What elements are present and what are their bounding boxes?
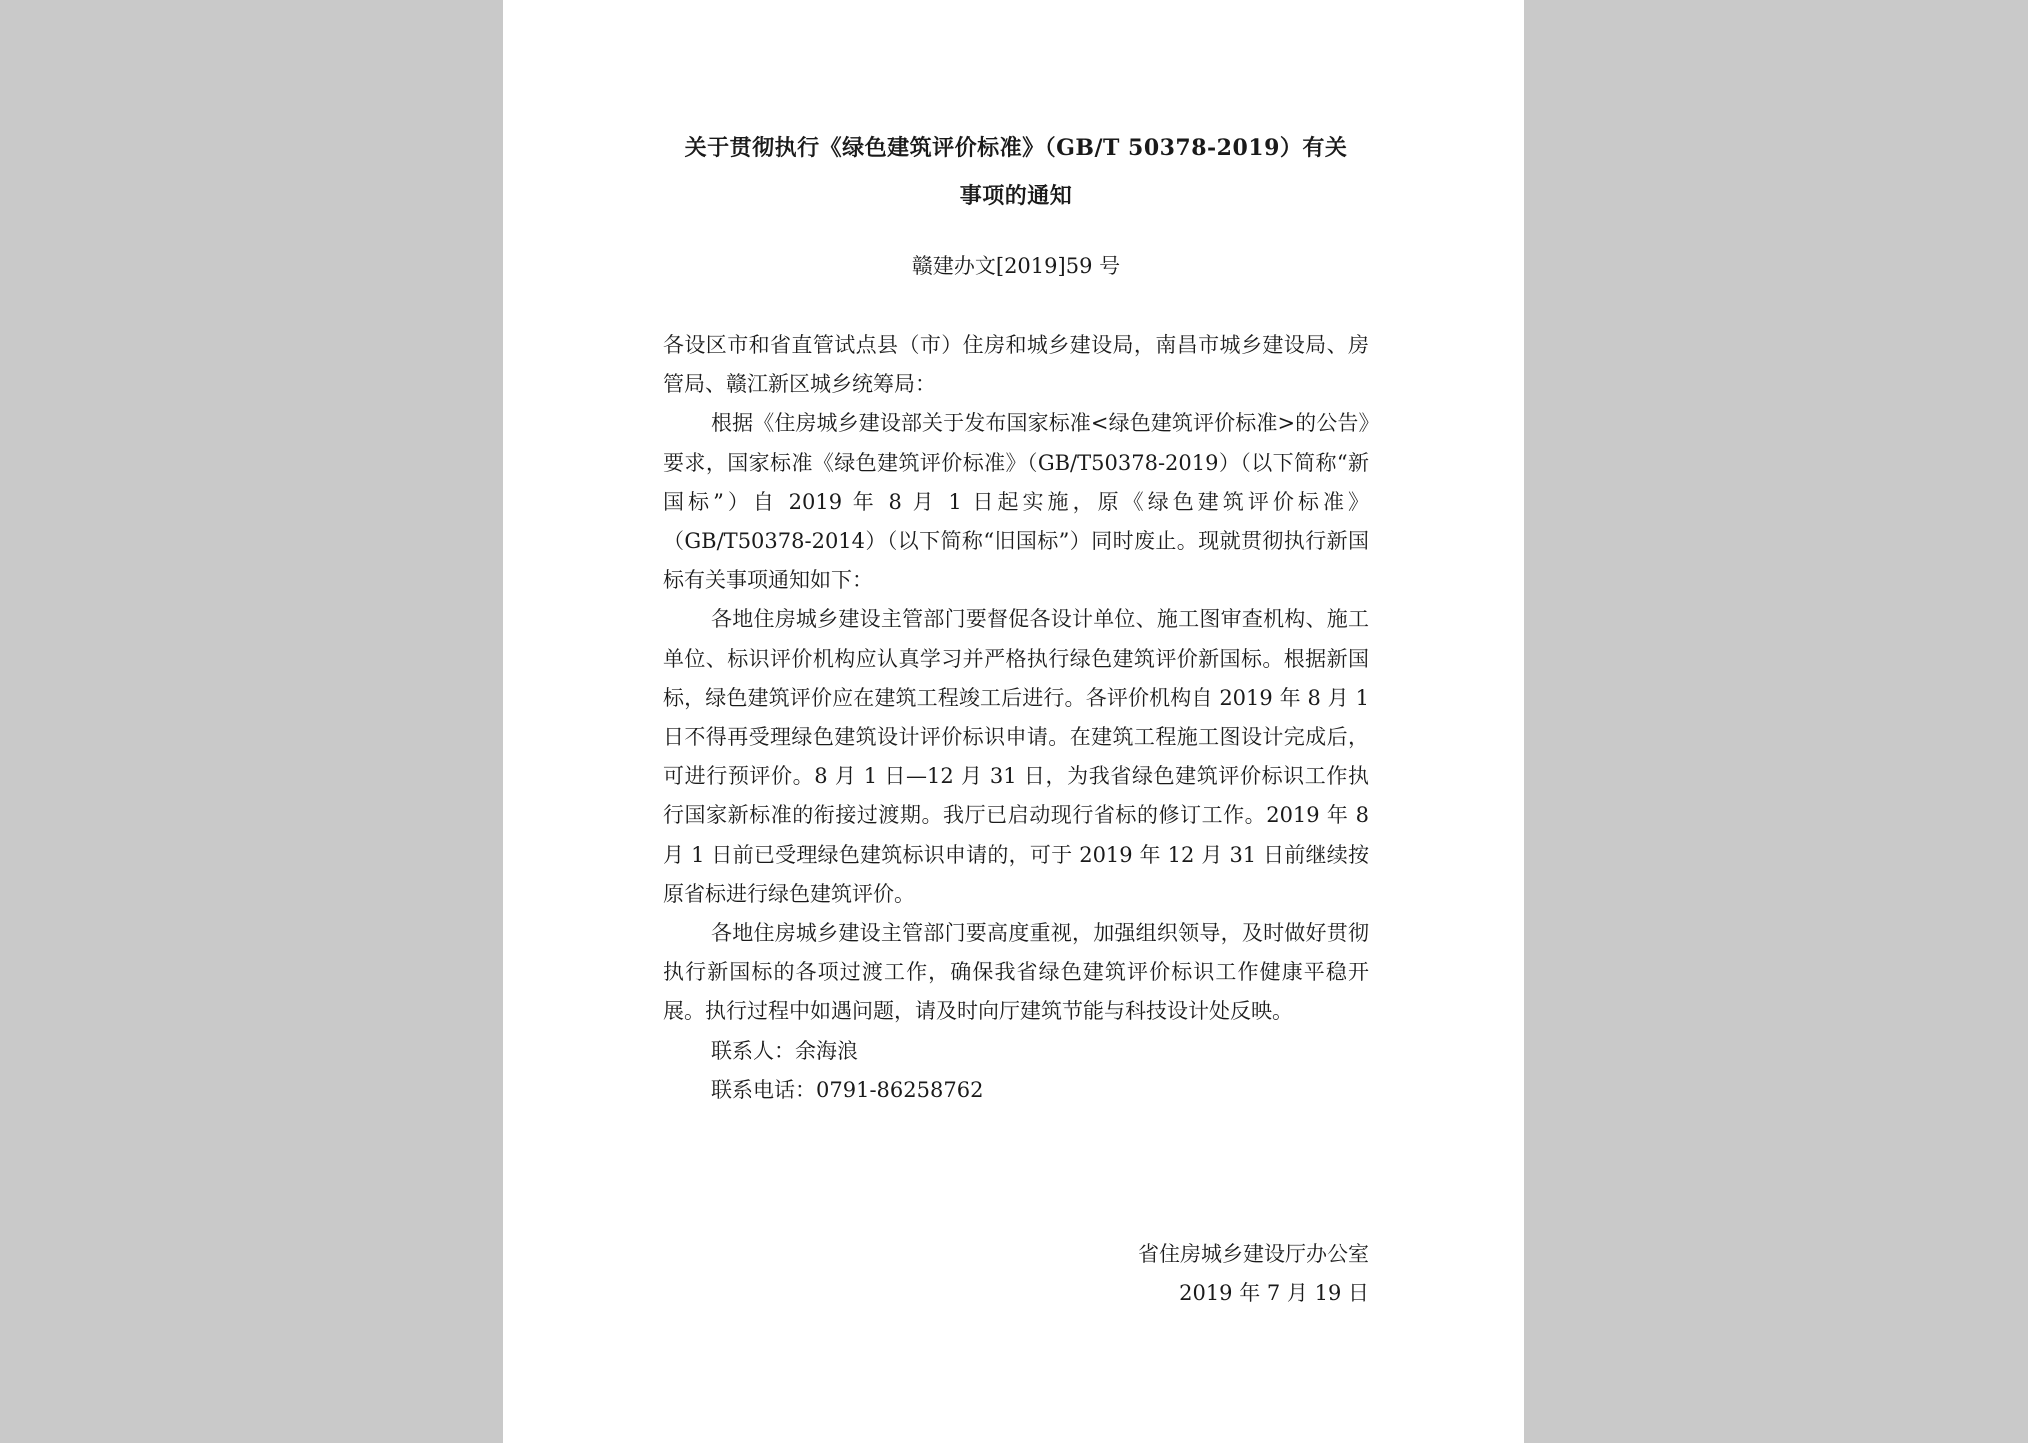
document-page xyxy=(503,0,1524,1443)
paragraph-2: 各地住房城乡建设主管部门要督促各设计单位、施工图审查机构、施工单位、标识评价机构应认真学习并严格执行绿色建筑评价新国标。根据新国标，绿色建筑评价应在建筑工程竣工后进行。各评价机构自 2019 年 8 月 1 日不得再受理绿色建筑设计评价标识申请。在建筑工程施工图设计完成后，可进行预评价。8 月 1 日—12 月 31 日，为我省绿色建筑评价标识工作执行国家新标准的衔接过渡期。我厅已启动现行省标的修订工作。2019 年 8 月 1 日前已受理绿色建筑标识申请的，可于 2019 年 12 月 31 日前继续按原省标进行绿色建筑评价。 xyxy=(663,607,1369,906)
paragraph-1: 根据《住房城乡建设部关于发布国家标准<绿色建筑评价标准>的公告》要求，国家标准《绿色建筑评价标准》（GB/T50378-2019）（以下简称“新国标”）自 2019 年 8 月 1 日起实施，原《绿色建筑评价标准》（GB/T50378-2014）（以下简称“旧国标”）同时废止。现就贯彻执行新国标有关事项通知如下： xyxy=(663,411,1369,593)
title-line-1: 关于贯彻执行《绿色建筑评价标准》（GB/T 50378-2019）有关 xyxy=(684,135,1348,161)
contact-person: 联系人：余海浪 xyxy=(711,1038,858,1063)
signoff xyxy=(663,1235,1369,1313)
title-line-2: 事项的通知 xyxy=(959,183,1073,209)
document-number: 赣建办文[2019]59 号 xyxy=(911,254,1121,278)
document-body xyxy=(663,326,1369,1110)
issuer: 省住房城乡建设厅办公室 xyxy=(1138,1242,1369,1266)
document-title xyxy=(663,124,1369,220)
salutation: 各设区市和省直管试点县（市）住房和城乡建设局，南昌市城乡建设局、房管局、赣江新区城乡统筹局： xyxy=(663,333,1369,397)
issue-date: 2019 年 7 月 19 日 xyxy=(1179,1281,1369,1306)
paragraph-3: 各地住房城乡建设主管部门要高度重视，加强组织领导，及时做好贯彻执行新国标的各项过渡工作，确保我省绿色建筑评价标识工作健康平稳开展。执行过程中如遇问题，请及时向厅建筑节能与科技设计处反映。 xyxy=(663,921,1369,1024)
contact-phone: 联系电话：0791-86258762 xyxy=(711,1077,984,1102)
